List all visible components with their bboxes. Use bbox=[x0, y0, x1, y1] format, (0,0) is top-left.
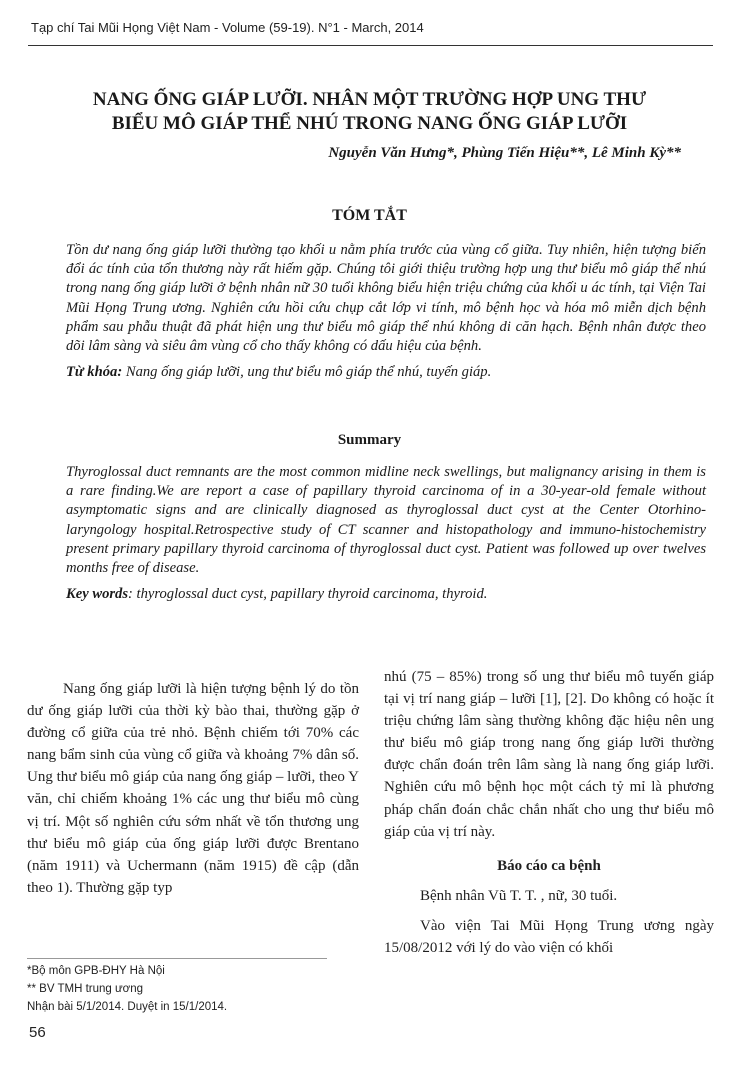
footnotes bbox=[27, 962, 359, 1016]
footnote-divider bbox=[27, 958, 327, 959]
abstract-vi-heading: TÓM TẮT bbox=[332, 207, 407, 224]
author-list: Nguyễn Văn Hưng*, Phùng Tiến Hiệu**, Lê Minh Kỳ** bbox=[328, 145, 681, 161]
keywords-en: : thyroglossal duct cyst, papillary thyroid carcinoma, thyroid. bbox=[128, 586, 488, 603]
abstract-vi-keywords bbox=[66, 363, 706, 382]
admission-paragraph: Vào viện Tai Mũi Họng Trung ương ngày 15/08/2012 với lý do vào viện có khối bbox=[384, 917, 714, 957]
keywords-label-vi: Từ khóa: bbox=[66, 364, 123, 381]
abstract-en bbox=[66, 463, 706, 604]
keywords-vi: Nang ống giáp lưỡi, ung thư biểu mô giáp thể nhú, tuyến giáp. bbox=[122, 364, 492, 381]
abstract-vi bbox=[66, 241, 706, 382]
intro-paragraph: Nang ống giáp lưỡi là hiện tượng bệnh lý do tồn dư ống giáp lưỡi của thời kỳ bào thai, thường gặp ở đường cổ giữa của trẻ nhỏ. Bệnh chiếm tới 70% các nang bẩm sinh của vùng cổ giữa và khoảng 7% dân số. Ung thư biểu mô giáp của nang ống giáp – lưỡi, theo Y văn, chỉ chiếm khoảng 1% các ung thư biểu mô cùng vị trí. Một số nghiên cứu sớm nhất về tổn thương ung thư biểu mô giáp của ống giáp lưỡi được Brentano (năm 1911) và Uchermann (năm 1915) đề cập (dẫn theo 1). Thường gặp typ bbox=[27, 681, 359, 896]
abstract-en-keywords bbox=[66, 585, 706, 604]
title-line-1: NANG ỐNG GIÁP LƯỠI. NHÂN MỘT TRƯỜNG HỢP UNG THƯ bbox=[92, 89, 647, 110]
body-column-left bbox=[27, 678, 359, 899]
page-number: 56 bbox=[29, 1024, 46, 1041]
intro-paragraph-continued: nhú (75 – 85%) trong số ung thư biểu mô tuyến giáp tại vị trí nang giáp – lưỡi [1], [2]. Do không có hoặc ít triệu chứng lâm sàng thường không đặc hiệu nên ung thư biểu mô giáp trong nang ống giáp lưỡi thường được chẩn đoán trên lâm sàng là nang ống giáp lưỡi. Nghiên cứu mô bệnh học một cách tỷ mỉ là phương pháp chẩn đoán chắc chắn nhất cho ung thư biểu mô giáp của vị trí này. bbox=[384, 669, 714, 840]
abstract-en-body: Thyroglossal duct remnants are the most common midline neck swellings, but malignancy arising in them is a rare finding.We are report a case of papillary thyroid carcinoma of in a 30-year-old female without asymptomatic signs and are clinically diagnosed as thyroglossal duct cyst at the Center Otorhino-laryngology hospital.Retrospective study of CT scanner and histopathology and immuno-histochemistry present primary papillary thyroid carcinoma of thyroglossal duct cyst. Patient was followed up over twelves months free of disease. bbox=[66, 464, 706, 577]
header-divider bbox=[28, 45, 713, 46]
abstract-en-heading: Summary bbox=[337, 432, 402, 448]
case-report-heading: Báo cáo ca bệnh bbox=[497, 857, 601, 874]
footnote-affiliation-2: ** BV TMH trung ương bbox=[27, 983, 144, 995]
body-column-right bbox=[384, 666, 714, 959]
article-title bbox=[24, 88, 715, 136]
journal-header: Tạp chí Tai Mũi Họng Việt Nam - Volume (59-19). N°1 - March, 2014 bbox=[31, 20, 424, 35]
footnote-received: Nhận bài 5/1/2014. Duyệt in 15/1/2014. bbox=[27, 1001, 228, 1013]
keywords-label-en: Key words bbox=[66, 586, 129, 603]
title-line-2: BIỂU MÔ GIÁP THỂ NHÚ TRONG NANG ỐNG GIÁP LƯỠI bbox=[111, 113, 628, 134]
patient-line: Bệnh nhân Vũ T. T. , nữ, 30 tuổi. bbox=[420, 887, 618, 904]
footnote-affiliation-1: *Bộ môn GPB-ĐHY Hà Nội bbox=[27, 965, 165, 977]
abstract-vi-body: Tồn dư nang ống giáp lưỡi thường tạo khối u nằm phía trước của vùng cổ giữa. Tuy nhiên, hiện tượng biến đổi ác tính của tổn thương này rất hiếm gặp. Chúng tôi giới thiệu trường hợp ung thư biểu mô giáp thể nhú trong nang ống giáp lưỡi ở bệnh nhân nữ 30 tuổi không biểu hiện triệu chứng của khối u ác tính, tại Viện Tai Mũi Họng Trung ương. Nghiên cứu hồi cứu chụp cắt lớp vi tính, mô bệnh học và hóa mô miễn dịch bệnh phẩm sau phẫu thuật đã phát hiện ung thư biểu mô giáp thể nhú không di căn hạch. Bệnh nhân được theo dõi lâm sàng và siêu âm vùng cổ cho thấy không có dấu hiệu của bệnh. bbox=[66, 242, 706, 355]
